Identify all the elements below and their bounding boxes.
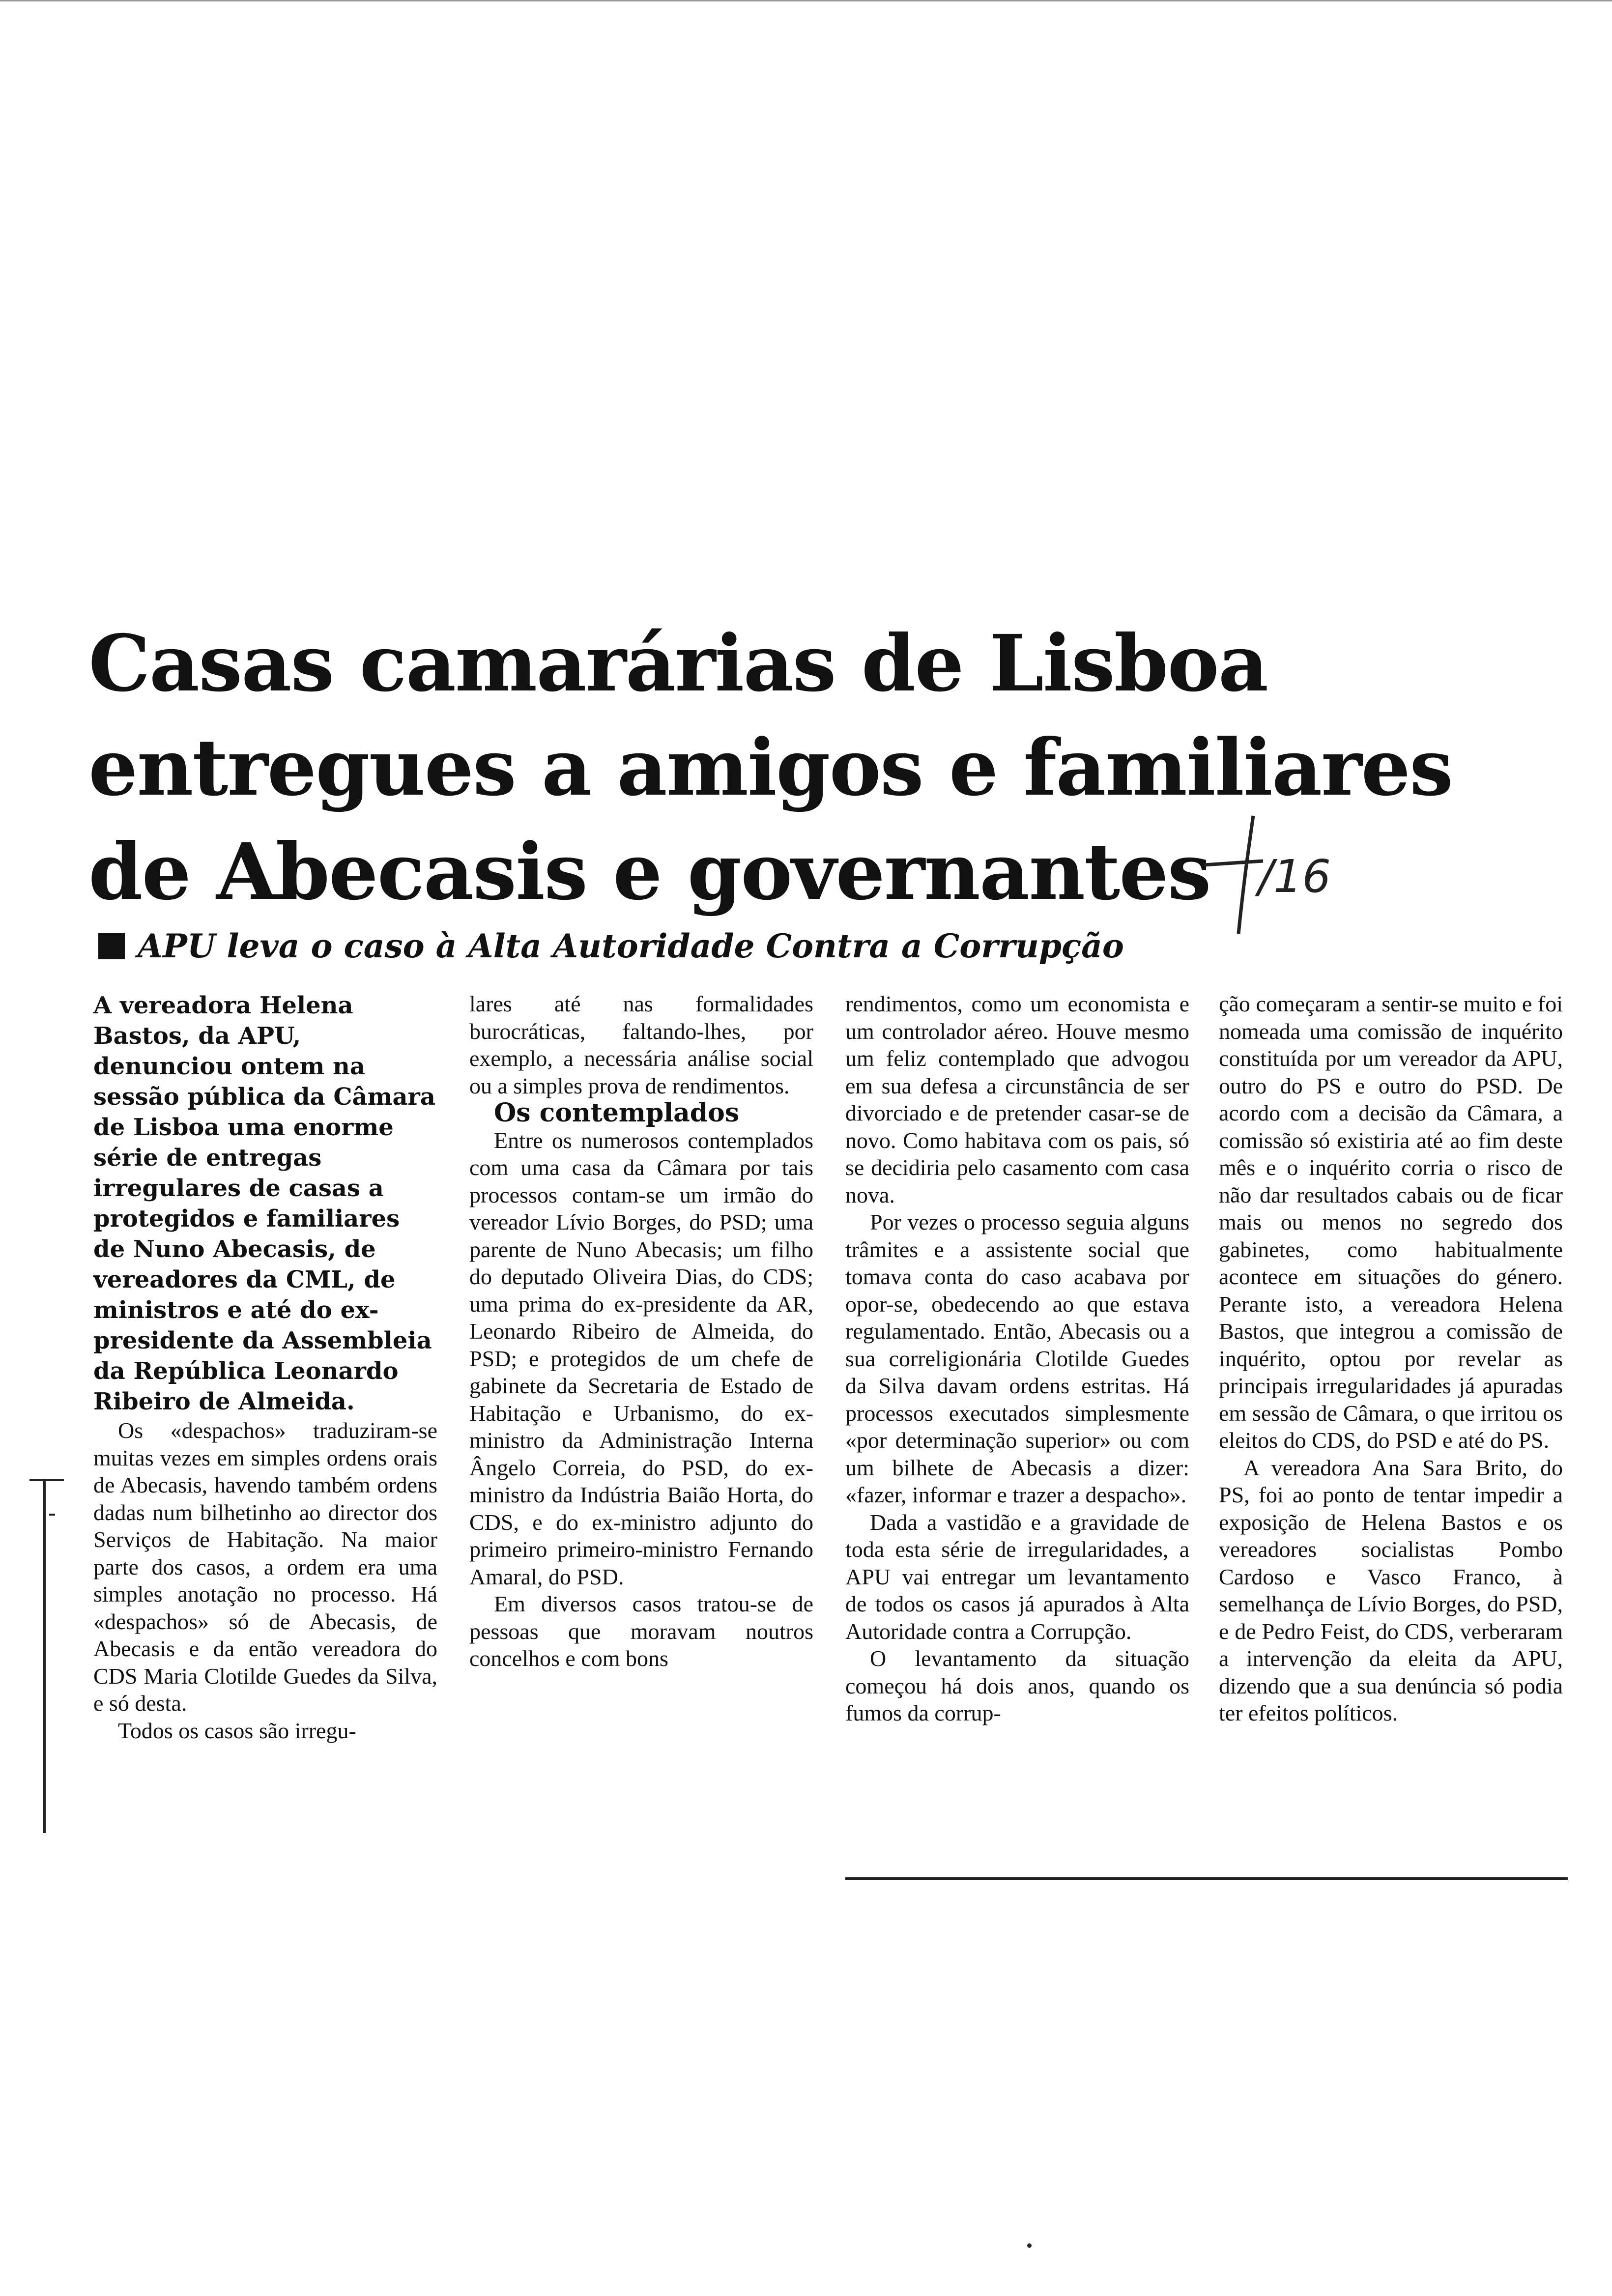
bottom-rule	[845, 1877, 1568, 1880]
body-paragraph: Entre os numerosos contemplados com uma casa da Câmara por tais processos contam-se um irmão do vereador Lívio Borges, do PSD; uma parente de Nuno Abecasis; um filho do deputado Oliveira Dias, do CDS; uma prima do ex-presidente da AR, Leonardo Ribeiro de Almeida, do PSD; e protegidos de um chefe de gabinete da Secretaria de Estado de Habitação e Urbanismo, do ex-ministro da Administração Interna Ângelo Correia, do PSD, do ex-ministro da Indústria Baião Horta, do CDS, e do ex-ministro adjunto do primeiro primeiro-ministro Fernando Amaral, do PSD.	[469, 1127, 813, 1589]
column-1	[93, 990, 437, 1744]
body-paragraph: Todos os casos são irregu-	[118, 1718, 356, 1743]
body-paragraph: O levantamento da situação começou há dois anos, quando os fumos da corrup-	[845, 1646, 1189, 1725]
lead-paragraph: A vereadora Helena Bastos, da APU, denunciou ontem na sessão pública da Câmara de Lisboa uma enorme série de entregas irregulares de casas a protegidos e familiares de Nuno Abecasis, de vereadores da CML, de ministros e até do ex-presidente da Assembleia da República Leonardo Ribeiro de Almeida.	[93, 992, 435, 1415]
margin-bracket-top	[29, 1479, 64, 1481]
bullet-square-icon	[98, 933, 125, 959]
scan-speck	[1027, 2243, 1032, 2248]
body-paragraph: Dada a vastidão e a gravidade de toda esta série de irregularidades, a APU vai entregar um levantamento de todos os casos já apurados à Alta Autoridade contra a Corrupção.	[845, 1509, 1189, 1644]
section-heading: Os contemplados	[494, 1098, 740, 1128]
body-paragraph: ção começaram a sentir-se muito e foi nomeada uma comissão de inquérito constituída por um vereador da APU, outro do PS e outro do PSD. De acordo com a decisão da Câmara, a comissão só existiria até ao fim deste mês e o inquérito corria o risco de não dar resultados cabais ou de ficar mais ou menos no segredo dos gabinetes, como habitualmente acontece em situações do género. Perante isto, a vereadora Helena Bastos, que integrou a comissão de inquérito, optou por revelar as principais irregularidades já apuradas em sessão de Câmara, o que irritou os eleitos do CDS, do PSD e até do PS.	[1219, 991, 1563, 1453]
column-2	[469, 990, 813, 1672]
body-paragraph: Em diversos casos tratou-se de pessoas que moravam noutros concelhos e com bons	[469, 1591, 813, 1671]
body-paragraph: rendimentos, como um economista e um controlador aéreo. Houve mesmo um feliz contemplado que advogou em sua defesa a circunstância de ser divorciado e de pretender casar-se de novo. Como habitava com os pais, só se decidiria pelo casamento com casa nova.	[845, 991, 1189, 1207]
scan-speck	[49, 1514, 55, 1516]
top-scan-edge	[0, 0, 1612, 1]
headline-line-3: de Abecasis e governantes	[88, 827, 1210, 918]
headline	[88, 612, 1452, 924]
subheadline-text: APU leva o caso à Alta Autoridade Contra a Corrupção	[138, 927, 1124, 965]
margin-bracket	[43, 1479, 46, 1833]
body-paragraph: A vereadora Ana Sara Brito, do PS, foi ao ponto de tentar impedir a exposição de Helena Bastos e os vereadores socialistas Pombo Cardoso e Vasco Franco, à semelhança de Lívio Borges, do PSD, e de Pedro Feist, do CDS, verberaram a intervenção da eleita da APU, dizendo que a sua denúncia só podia ter efeitos políticos.	[1219, 1455, 1563, 1725]
column-3	[845, 990, 1189, 1727]
subheadline	[98, 924, 1229, 968]
column-4	[1219, 990, 1563, 1727]
headline-line-2: entregues a amigos e familiares	[88, 722, 1452, 813]
handwritten-ref: /16	[1258, 850, 1331, 903]
body-paragraph: Os «despachos» traduziram-se muitas vezes em simples ordens orais de Abecasis, havendo também ordens dadas num bilhetinho ao director dos Serviços de Habitação. Na maior parte dos casos, a ordem era uma simples anotação no processo. Há «despachos» só de Abecasis, de Abecasis e da então vereadora do CDS Maria Clotilde Guedes da Silva, e só desta.	[93, 1418, 437, 1716]
headline-line-1: Casas camarárias de Lisboa	[88, 618, 1268, 709]
body-paragraph: lares até nas formalidades burocráticas, faltando-lhes, por exemplo, a necessária análise social ou a simples prova de rendimentos.	[469, 991, 813, 1098]
body-paragraph: Por vezes o processo seguia alguns trâmites e a assistente social que tomava conta do caso acabava por opor-se, obedecendo ao que estava regulamentado. Então, Abecasis ou a sua correligionária Clotilde Guedes da Silva davam ordens estritas. Há processos executados simplesmente «por determinação superior» ou com um bilhete de Abecasis a dizer: «fazer, informar e trazer a despacho».	[845, 1209, 1189, 1507]
